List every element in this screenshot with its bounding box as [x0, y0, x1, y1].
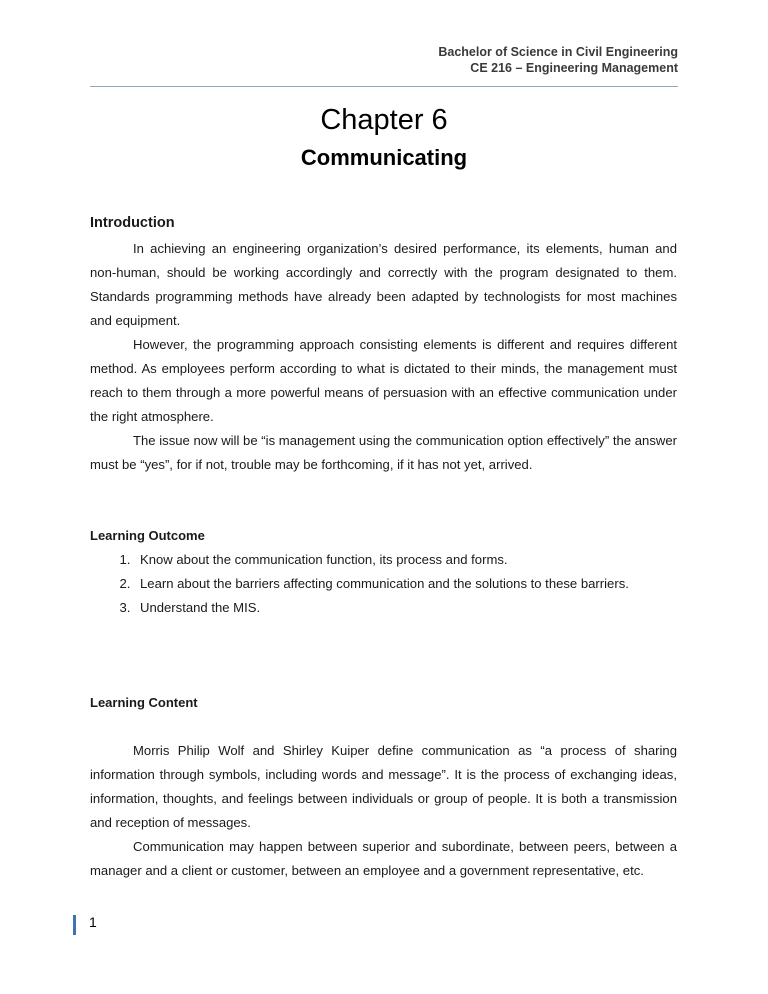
learning-content-paragraph: Morris Philip Wolf and Shirley Kuiper define communication as “a process of sharing information through symbols, including words and message”. It is the process of exchanging ideas, information, thoughts, and feelings between individuals or group of people. It is both a transmission and reception of messages.	[90, 743, 677, 830]
list-item: 1. Know about the communication function, its process and forms.	[134, 548, 677, 572]
learning-outcome-list	[90, 548, 677, 620]
chapter-title: Chapter 6	[320, 104, 448, 136]
chapter-subtitle: Communicating	[300, 145, 468, 170]
document-header	[438, 44, 678, 76]
learning-content-paragraph: Communication may happen between superior and subordinate, between peers, between a manager and a client or customer, between an employee and a government representative, etc.	[90, 839, 677, 878]
learning-content-body	[90, 739, 677, 883]
introduction-paragraph: In achieving an engineering organization’s desired performance, its elements, human and non-human, should be working accordingly and correctly with the program designated to them. Standards programming methods have already been adapted by technologists for most machines and equipment.	[90, 241, 677, 328]
list-item: 2. Learn about the barriers affecting communication and the solutions to these barriers.	[134, 572, 677, 596]
introduction-heading: Introduction	[90, 215, 175, 231]
learning-content-heading: Learning Content	[90, 695, 198, 710]
learning-outcome-heading: Learning Outcome	[90, 528, 205, 543]
header-divider	[90, 86, 678, 87]
list-item: 3. Understand the MIS.	[134, 596, 677, 620]
footer-accent-bar	[73, 915, 76, 935]
page-number: 1	[89, 914, 97, 930]
introduction-body	[90, 237, 677, 477]
header-course: CE 216 – Engineering Management	[470, 61, 678, 75]
header-program: Bachelor of Science in Civil Engineering	[438, 45, 678, 59]
introduction-paragraph: However, the programming approach consisting elements is different and requires different method. As employees perform according to what is dictated to their minds, the management must reach to them through a more powerful means of persuasion with an effective communication under the right atmosphere.	[90, 337, 677, 424]
introduction-paragraph: The issue now will be “is management using the communication option effectively” the answer must be “yes”, for if not, trouble may be forthcoming, if it has not yet, arrived.	[90, 433, 677, 472]
